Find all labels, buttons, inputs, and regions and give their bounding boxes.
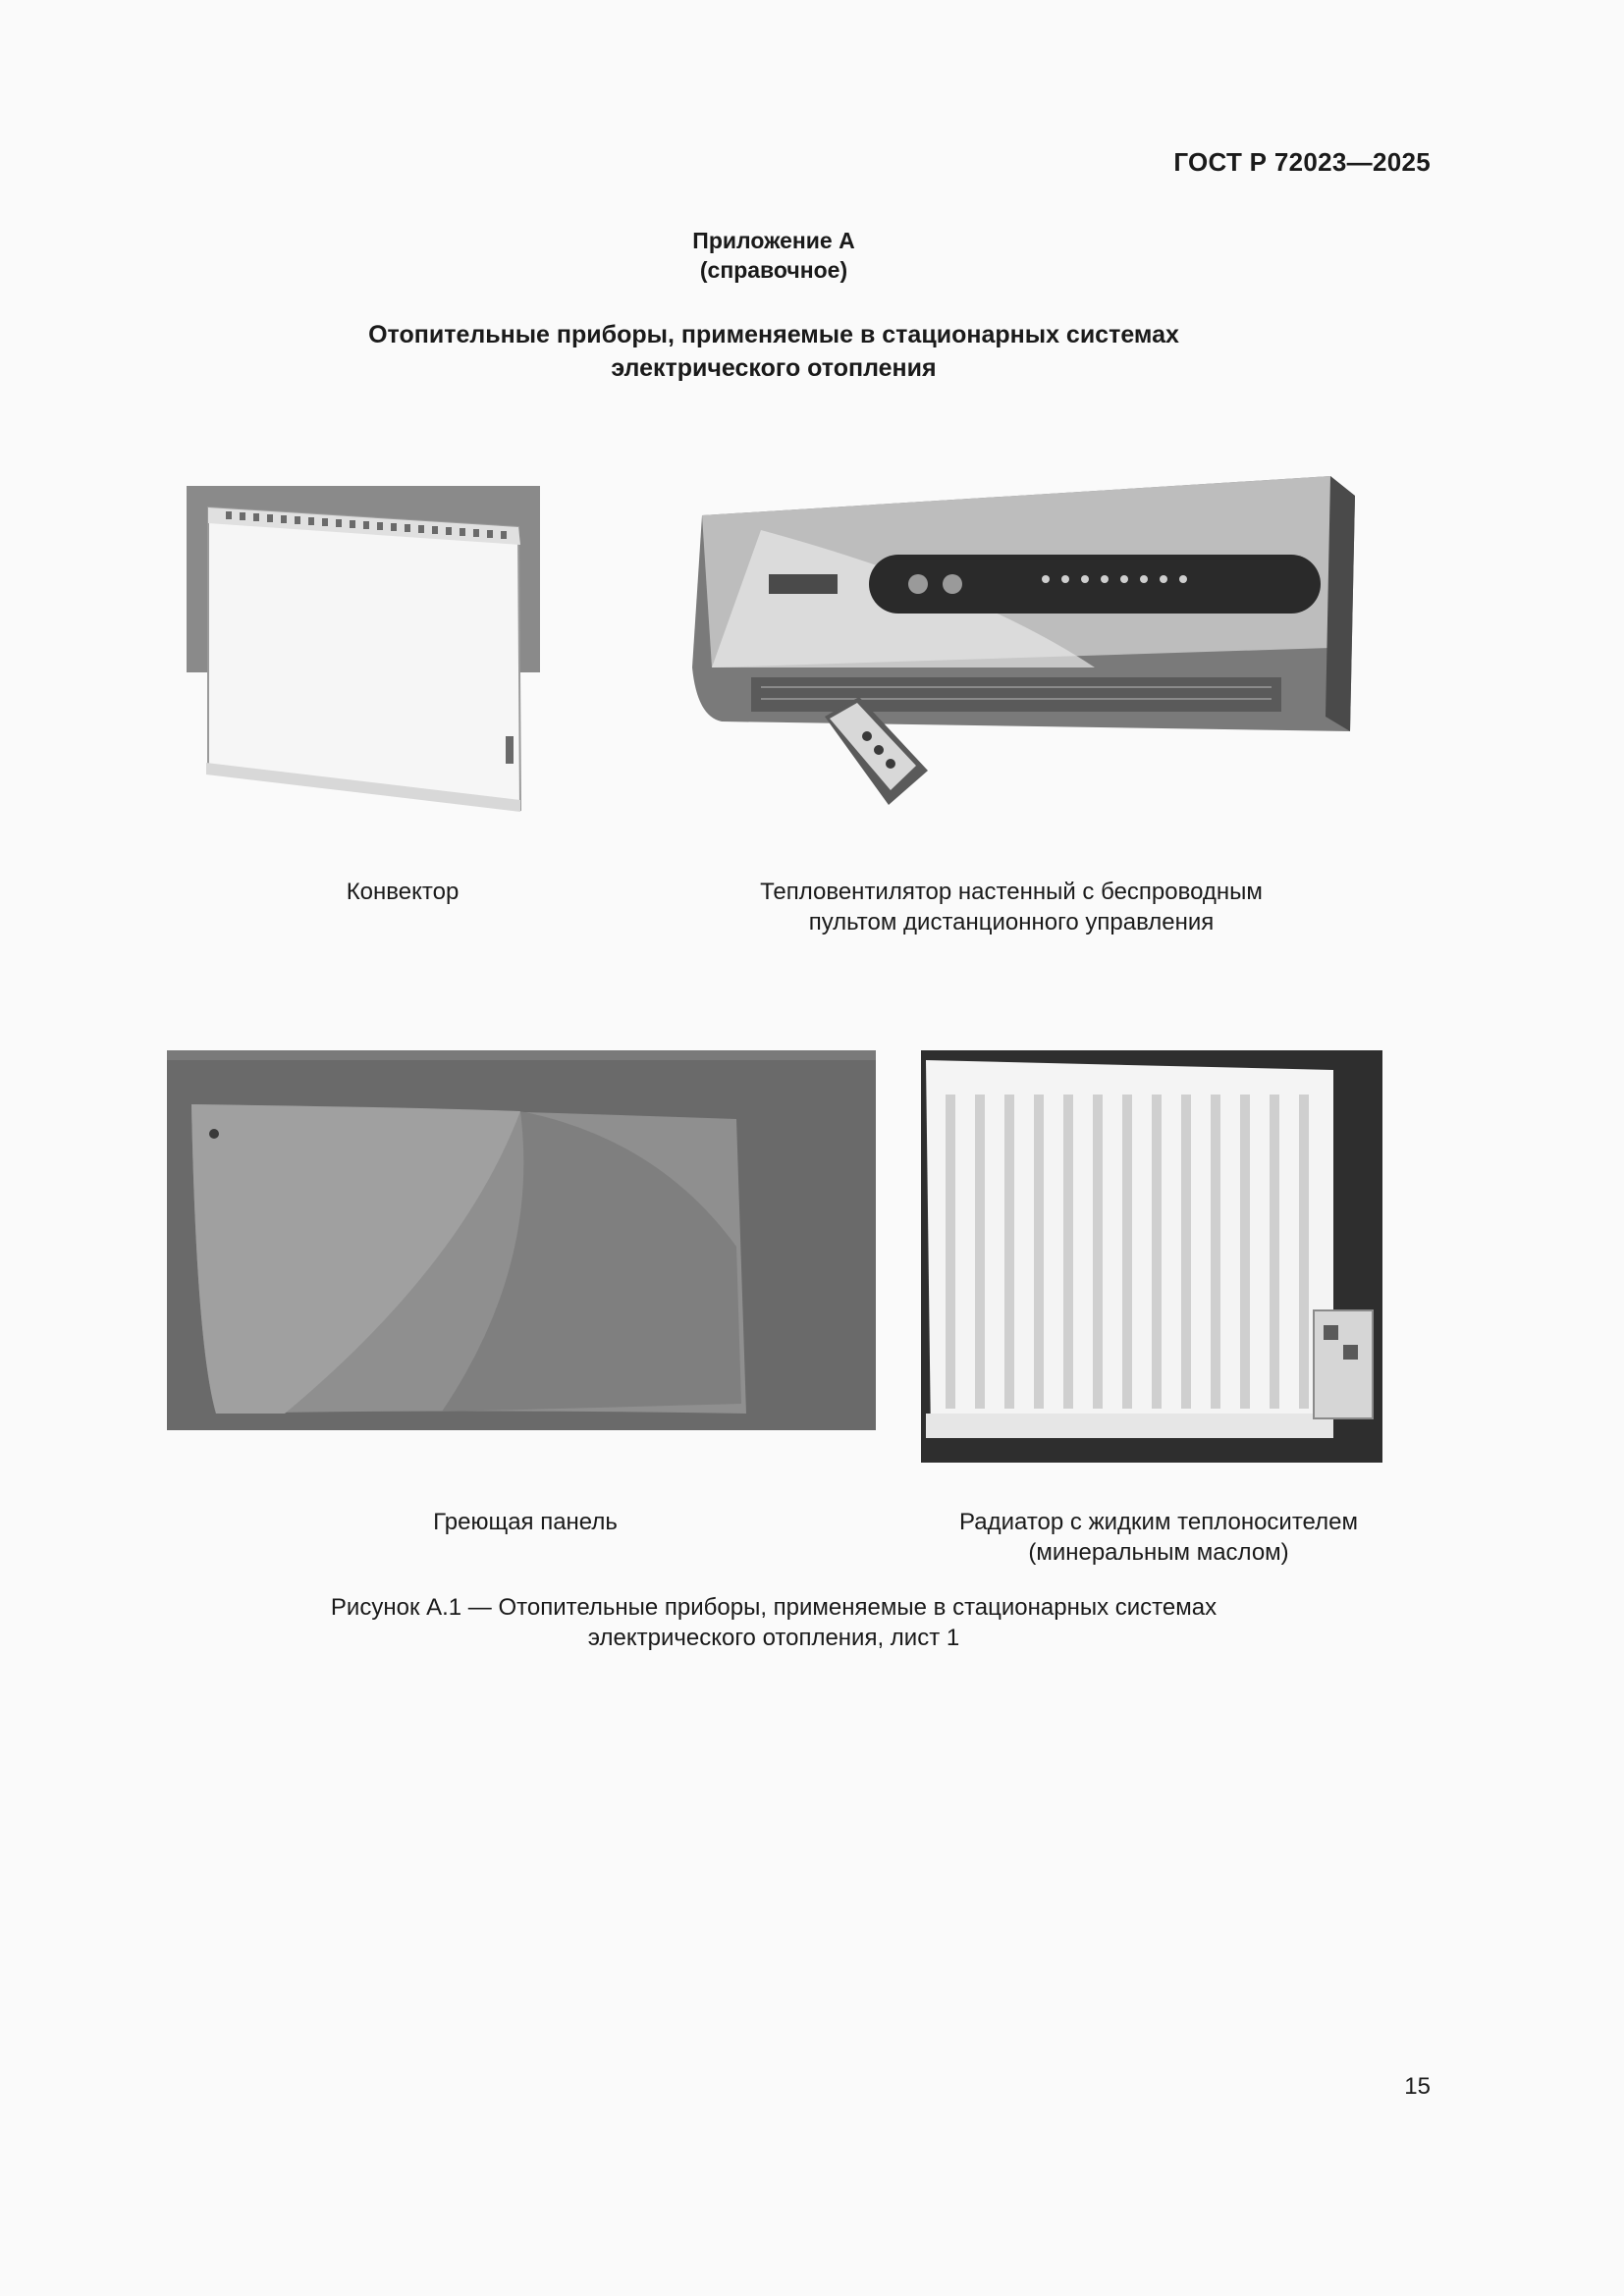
oil-radiator-photo — [921, 1050, 1382, 1463]
caption-heating-panel-line1: Греющая панель — [433, 1509, 618, 1535]
convector-photo — [187, 486, 540, 825]
caption-fan-heater — [717, 877, 1306, 937]
standard-code: ГОСТ Р 72023—2025 — [1173, 147, 1431, 177]
figure-caption — [0, 1592, 1547, 1653]
section-title — [0, 318, 1547, 385]
section-title-line1: Отопительные приборы, применяемые в стационарных системах — [368, 321, 1179, 348]
figure-caption-line1: Рисунок А.1 — Отопительные приборы, применяемые в стационарных системах — [330, 1594, 1218, 1621]
figure-caption-line2: электрического отопления, лист 1 — [587, 1625, 960, 1651]
appendix-heading — [0, 226, 1547, 285]
caption-oil-radiator-line1: Радиатор с жидким теплоносителем — [959, 1509, 1358, 1535]
appendix-title: Приложение А — [692, 228, 855, 253]
caption-heating-panel — [393, 1507, 658, 1537]
page-number: 15 — [1404, 2073, 1431, 2100]
caption-oil-radiator-line2: (минеральным маслом) — [1028, 1539, 1289, 1566]
caption-convector-line1: Конвектор — [346, 879, 460, 905]
caption-oil-radiator — [913, 1507, 1404, 1568]
section-title-line2: электрического отопления — [611, 354, 937, 382]
caption-convector — [295, 877, 511, 907]
heating-panel-photo — [167, 1050, 876, 1430]
caption-fan-heater-line2: пультом дистанционного управления — [808, 909, 1215, 935]
appendix-subtitle: (справочное) — [699, 257, 848, 283]
wall-fan-heater-photo — [682, 471, 1360, 834]
caption-fan-heater-line1: Тепловентилятор настенный с беспроводным — [760, 879, 1263, 905]
